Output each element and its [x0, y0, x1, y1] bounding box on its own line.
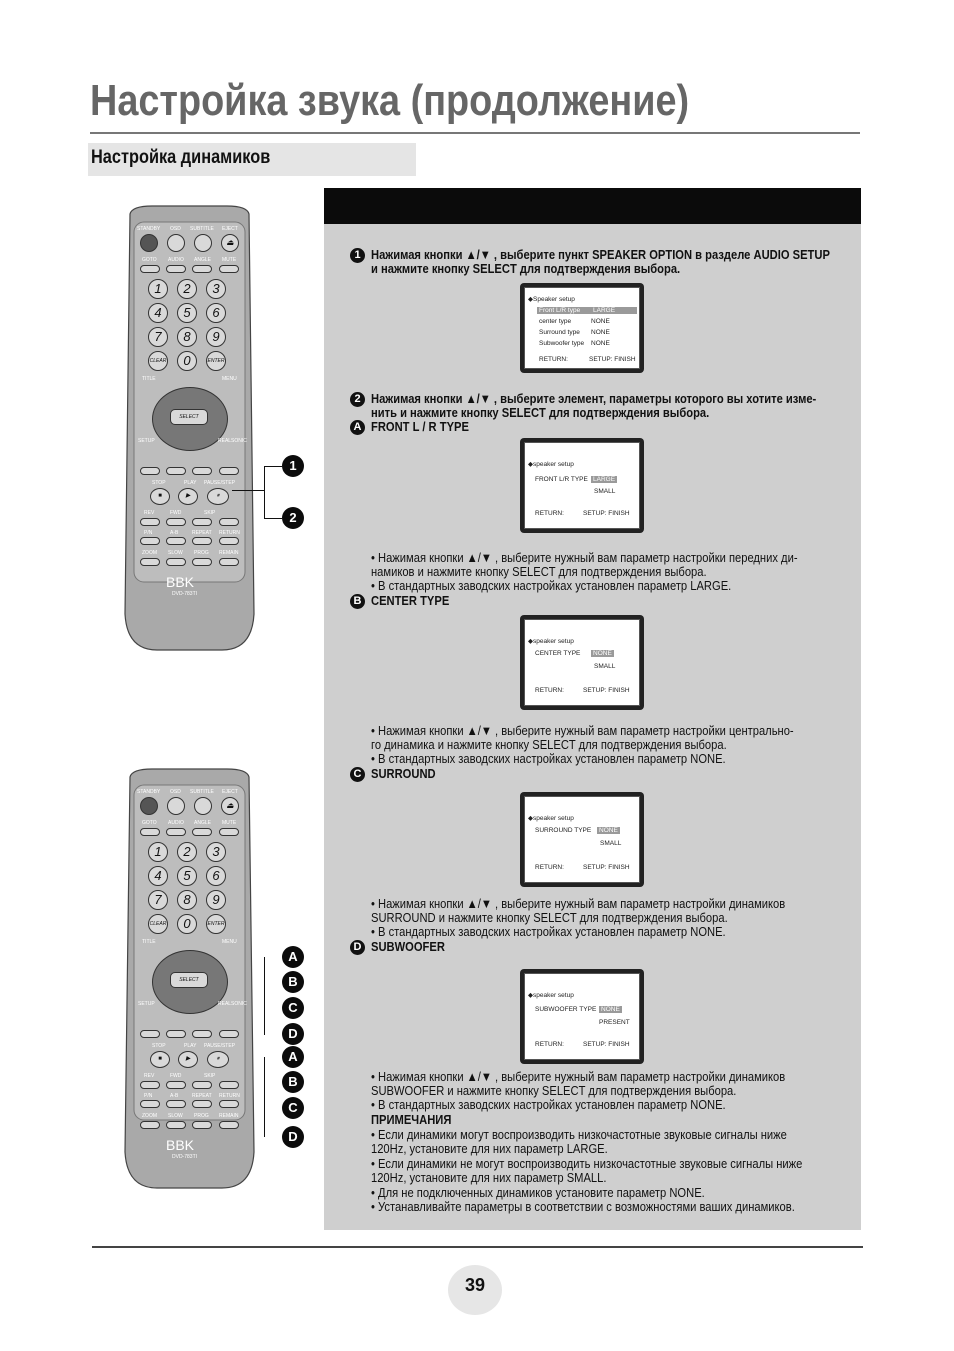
- screen-d-return: RETURN:: [535, 1041, 564, 1048]
- callout-2: 2: [282, 507, 304, 529]
- enter-button[interactable]: ENTER: [206, 914, 226, 934]
- note-2a: • Если динамики не могут воспроизводить низкочастотные звуковые сигналы ниже: [371, 1156, 803, 1171]
- pn-label: P/N: [144, 530, 153, 536]
- screen-c-opt-2: SMALL: [600, 840, 622, 847]
- digit-3-button[interactable]: 3: [206, 842, 226, 862]
- color-button-4[interactable]: [219, 467, 239, 475]
- screen-d-opt-2: PRESENT: [599, 1019, 630, 1026]
- screen-a-finish: SETUP: FINISH: [583, 510, 630, 517]
- pause-label: PAUSE/STEP: [204, 480, 236, 486]
- callout-line-abcd-bot: [264, 1057, 265, 1137]
- digit-5-button[interactable]: 5: [177, 866, 197, 886]
- pn-button[interactable]: [140, 537, 160, 545]
- digit-2-button[interactable]: 2: [177, 842, 197, 862]
- goto-button[interactable]: [140, 265, 160, 273]
- remain-label: REMAIN: [219, 1113, 239, 1119]
- digit-9-button[interactable]: 9: [206, 890, 226, 910]
- skip-back-button[interactable]: [192, 1081, 212, 1089]
- callout-line-1a: [264, 466, 282, 467]
- item-a-text-2: намиков и нажмите кнопку SELECT для подтверждения выбора.: [371, 564, 707, 579]
- color-button-3[interactable]: [192, 1030, 212, 1038]
- fwd-label: FWD: [170, 510, 182, 516]
- slow-label: SLOW: [168, 550, 183, 556]
- ab-label: A-B: [170, 530, 179, 536]
- osd-screen-a: [520, 438, 644, 533]
- eject-label: EJECT: [222, 226, 238, 232]
- rev-label: REV: [144, 510, 155, 516]
- screen-1-row-1: [537, 307, 637, 314]
- remain-button[interactable]: [219, 558, 239, 566]
- color-button-2[interactable]: [166, 467, 186, 475]
- audio-label: AUDIO: [168, 820, 184, 826]
- osd-screen-d: [520, 969, 644, 1064]
- slow-label: SLOW: [168, 1113, 183, 1119]
- ab-button[interactable]: [166, 537, 186, 545]
- skip-fwd-button[interactable]: [219, 518, 239, 526]
- slow-button[interactable]: [166, 1121, 186, 1129]
- audio-button[interactable]: [166, 828, 186, 836]
- rev-label: REV: [144, 1073, 155, 1079]
- digit-4-button[interactable]: 4: [148, 866, 168, 886]
- goto-button[interactable]: [140, 828, 160, 836]
- screen-c-opt-1: NONE: [599, 827, 618, 834]
- screen-b-return: RETURN:: [535, 687, 564, 694]
- rev-button[interactable]: [140, 1081, 160, 1089]
- note-4: • Устанавливайте параметры в соответствии с возможностями ваших динамиков.: [371, 1199, 795, 1214]
- digit-0-button[interactable]: 0: [177, 351, 197, 371]
- step-2-line-2: нить и нажмите кнопку SELECT для подтверждения выбора.: [371, 405, 710, 420]
- color-button-1[interactable]: [140, 1030, 160, 1038]
- play-button[interactable]: ▶: [178, 1051, 198, 1068]
- osd-label: OSD: [170, 789, 181, 795]
- item-c-marker: C: [350, 767, 365, 782]
- screen-c-title: ◆speaker setup: [528, 815, 574, 822]
- skip-label: SKIP: [204, 1073, 216, 1079]
- digit-2-button[interactable]: 2: [177, 279, 197, 299]
- item-a-text-3: • В стандартных заводских настройках установлен параметр LARGE.: [371, 578, 732, 593]
- enter-button[interactable]: ENTER: [206, 351, 226, 371]
- audio-label: AUDIO: [168, 257, 184, 263]
- title-label: TITLE: [142, 939, 156, 945]
- pn-label: P/N: [144, 1093, 153, 1099]
- callout-line-abcd-top: [264, 957, 265, 1035]
- screen-1-r1-key: Front L/R type: [539, 307, 581, 314]
- repeat-label: REPEAT: [192, 1093, 212, 1099]
- section-title: Настройка динамиков: [91, 147, 271, 168]
- subtitle-label: SUBTITLE: [190, 789, 214, 795]
- ab-label: A-B: [170, 1093, 179, 1099]
- remain-button[interactable]: [219, 1121, 239, 1129]
- return-label: RETURN: [219, 530, 240, 536]
- screen-a-return: RETURN:: [535, 510, 564, 517]
- goto-label: GOTO: [142, 257, 157, 263]
- digit-0-button[interactable]: 0: [177, 914, 197, 934]
- rev-button[interactable]: [140, 518, 160, 526]
- item-c-text-3: • В стандартных заводских настройках установлен параметр NONE.: [371, 924, 726, 939]
- stop-label: STOP: [152, 480, 166, 486]
- footer-rule: [92, 1246, 863, 1248]
- item-b-text-2: го динамика и нажмите кнопку SELECT для подтверждения выбора.: [371, 737, 727, 752]
- mute-button[interactable]: [219, 265, 239, 273]
- screen-d-finish: SETUP: FINISH: [583, 1041, 630, 1048]
- note-1b: 120Hz, установите для них параметр LARGE.: [371, 1141, 608, 1156]
- note-1a: • Если динамики могут воспроизводить низкочастотные звуковые сигналы ниже: [371, 1127, 787, 1142]
- select-button[interactable]: SELECT: [170, 972, 208, 988]
- title-label: TITLE: [142, 376, 156, 382]
- skip-fwd-button[interactable]: [219, 1081, 239, 1089]
- menu-label: MENU: [222, 376, 237, 382]
- standby-label: STANDBY: [137, 789, 161, 795]
- digit-7-button[interactable]: 7: [148, 890, 168, 910]
- digit-3-button[interactable]: 3: [206, 279, 226, 299]
- mute-button[interactable]: [219, 828, 239, 836]
- remote-control-bottom: [122, 767, 257, 1192]
- model-label: DVD-783TI: [172, 1154, 198, 1160]
- brand-logo: BBK: [166, 574, 195, 590]
- return-label: RETURN: [219, 1093, 240, 1099]
- osd-screen-b: [520, 615, 644, 710]
- digit-6-button[interactable]: 6: [206, 303, 226, 323]
- callout-bot-b: B: [282, 1071, 304, 1093]
- skip-back-button[interactable]: [192, 518, 212, 526]
- item-c-heading: SURROUND: [371, 766, 436, 781]
- mute-label: MUTE: [222, 820, 237, 826]
- clear-button[interactable]: CLEAR: [148, 914, 168, 934]
- setup-label: SETUP: [138, 438, 155, 444]
- slow-button[interactable]: [166, 558, 186, 566]
- digit-8-button[interactable]: 8: [177, 327, 197, 347]
- title-rule: [90, 132, 860, 134]
- step-1-marker: 1: [350, 248, 365, 263]
- panel-header: [324, 188, 861, 224]
- page-number: 39: [448, 1265, 502, 1315]
- prog-button[interactable]: [192, 1121, 212, 1129]
- osd-button[interactable]: [167, 797, 185, 815]
- realsonic-label: REALSONIC: [218, 438, 247, 444]
- play-label: PLAY: [184, 1043, 197, 1049]
- color-button-3[interactable]: [192, 467, 212, 475]
- step-1-line-2: и нажмите кнопку SELECT для подтверждения выбора.: [371, 261, 681, 276]
- callout-line-1b: [264, 518, 282, 519]
- model-label: DVD-783TI: [172, 591, 198, 597]
- callout-top-d: D: [282, 1023, 304, 1045]
- osd-screen-1: [520, 283, 644, 373]
- callout-bot-d: D: [282, 1126, 304, 1148]
- eject-button[interactable]: ⏏: [221, 234, 239, 252]
- screen-1-r1-val: LARGE: [593, 307, 616, 314]
- stop-button[interactable]: ■: [150, 488, 170, 505]
- subtitle-button[interactable]: [194, 797, 212, 815]
- zoom-label: ZOOM: [142, 550, 157, 556]
- callout-line-1: [232, 490, 264, 491]
- skip-label: SKIP: [204, 510, 216, 516]
- item-d-heading: SUBWOOFER: [371, 939, 445, 954]
- stop-label: STOP: [152, 1043, 166, 1049]
- zoom-button[interactable]: [140, 1121, 160, 1129]
- prog-button[interactable]: [192, 558, 212, 566]
- screen-d-title: ◆speaker setup: [528, 992, 574, 999]
- note-2b: 120Hz, установите для них параметр SMALL.: [371, 1170, 607, 1185]
- step-2-marker: 2: [350, 392, 365, 407]
- standby-label: STANDBY: [137, 226, 161, 232]
- digit-5-button[interactable]: 5: [177, 303, 197, 323]
- repeat-label: REPEAT: [192, 530, 212, 536]
- zoom-label: ZOOM: [142, 1113, 157, 1119]
- angle-label: ANGLE: [194, 257, 211, 263]
- play-label: PLAY: [184, 480, 197, 486]
- item-b-text-3: • В стандартных заводских настройках установлен параметр NONE.: [371, 751, 726, 766]
- screen-d-opt-1: NONE: [601, 1006, 620, 1013]
- callout-bot-a: A: [282, 1046, 304, 1068]
- screen-1-r3-val: NONE: [591, 329, 610, 336]
- screen-1-r3-key: Surround type: [539, 329, 580, 336]
- digit-1-button[interactable]: 1: [148, 279, 168, 299]
- subtitle-button[interactable]: [194, 234, 212, 252]
- stop-button[interactable]: ■: [150, 1051, 170, 1068]
- item-b-text-1: • Нажимая кнопки ▲/▼ , выберите нужный вам параметр настройки центрально-: [371, 723, 794, 738]
- item-a-marker: A: [350, 420, 365, 435]
- note-3: • Для не подключенных динамиков установите параметр NONE.: [371, 1185, 705, 1200]
- angle-button[interactable]: [192, 828, 212, 836]
- zoom-button[interactable]: [140, 558, 160, 566]
- digit-9-button[interactable]: 9: [206, 327, 226, 347]
- angle-label: ANGLE: [194, 820, 211, 826]
- screen-b-key: CENTER TYPE: [535, 650, 581, 657]
- item-c-text-1: • Нажимая кнопки ▲/▼ , выберите нужный вам параметр настройки динамиков: [371, 896, 786, 911]
- pause-label: PAUSE/STEP: [204, 1043, 236, 1049]
- screen-a-key: FRONT L/R TYPE: [535, 476, 588, 483]
- callout-top-b: B: [282, 971, 304, 993]
- screen-1-r4-val: NONE: [591, 340, 610, 347]
- eject-label: EJECT: [222, 789, 238, 795]
- item-a-heading: FRONT L / R TYPE: [371, 419, 469, 434]
- fwd-button[interactable]: [166, 1081, 186, 1089]
- pause-button[interactable]: ⏸: [207, 488, 229, 505]
- prog-label: PROG: [194, 550, 209, 556]
- remain-label: REMAIN: [219, 550, 239, 556]
- callout-top-c: C: [282, 997, 304, 1019]
- return-button[interactable]: [219, 537, 239, 545]
- mute-label: MUTE: [222, 257, 237, 263]
- ab-button[interactable]: [166, 1100, 186, 1108]
- screen-b-opt-1: NONE: [593, 650, 612, 657]
- screen-1-finish: SETUP: FINISH: [589, 356, 636, 363]
- goto-label: GOTO: [142, 820, 157, 826]
- standby-button[interactable]: [140, 797, 158, 815]
- item-a-text-1: • Нажимая кнопки ▲/▼ , выберите нужный вам параметр настройки передних ди-: [371, 550, 798, 565]
- screen-d-key: SUBWOOFER TYPE: [535, 1006, 597, 1013]
- screen-a-opt-2: SMALL: [594, 488, 616, 495]
- screen-b-finish: SETUP: FINISH: [583, 687, 630, 694]
- callout-bot-c: C: [282, 1097, 304, 1119]
- audio-button[interactable]: [166, 265, 186, 273]
- screen-1-r4-key: Subwoofer type: [539, 340, 585, 347]
- item-c-text-2: SURROUND и нажмите кнопку SELECT для подтверждения выбора.: [371, 910, 728, 925]
- clear-button[interactable]: CLEAR: [148, 351, 168, 371]
- screen-b-title: ◆speaker setup: [528, 638, 574, 645]
- pause-button[interactable]: ⏸: [207, 1051, 229, 1068]
- select-button[interactable]: SELECT: [170, 409, 208, 425]
- menu-label: MENU: [222, 939, 237, 945]
- osd-button[interactable]: [167, 234, 185, 252]
- item-d-text-1: • Нажимая кнопки ▲/▼ , выберите нужный вам параметр настройки динамиков: [371, 1069, 786, 1084]
- setup-label: SETUP: [138, 1001, 155, 1007]
- repeat-button[interactable]: [192, 1100, 212, 1108]
- digit-7-button[interactable]: 7: [148, 327, 168, 347]
- screen-c-finish: SETUP: FINISH: [583, 864, 630, 871]
- repeat-button[interactable]: [192, 537, 212, 545]
- item-d-marker: D: [350, 940, 365, 955]
- eject-button[interactable]: ⏏: [221, 797, 239, 815]
- page-title: Настройка звука (продолжение): [90, 76, 690, 125]
- digit-6-button[interactable]: 6: [206, 866, 226, 886]
- step-2-line-1: Нажимая кнопки ▲/▼ , выберите элемент, параметры которого вы хотите изме-: [371, 391, 817, 406]
- callout-top-a: A: [282, 946, 304, 968]
- item-b-heading: CENTER TYPE: [371, 593, 450, 608]
- angle-button[interactable]: [192, 265, 212, 273]
- screen-1-return: RETURN:: [539, 356, 568, 363]
- step-1-line-1: Нажимая кнопки ▲/▼ , выберите пункт SPEAKER OPTION в разделе AUDIO SETUP: [371, 247, 830, 262]
- standby-button[interactable]: [140, 234, 158, 252]
- play-button[interactable]: ▶: [178, 488, 198, 505]
- fwd-label: FWD: [170, 1073, 182, 1079]
- remote-control-top: [122, 204, 257, 654]
- section-bar: [88, 143, 416, 176]
- callout-line-1v: [264, 466, 265, 518]
- brand-logo: BBK: [166, 1137, 195, 1153]
- screen-a-opt-1: LARGE: [593, 476, 616, 483]
- color-button-4[interactable]: [219, 1030, 239, 1038]
- pn-button[interactable]: [140, 1100, 160, 1108]
- callout-1: 1: [282, 455, 304, 477]
- subtitle-label: SUBTITLE: [190, 226, 214, 232]
- screen-c-key: SURROUND TYPE: [535, 827, 592, 834]
- item-d-text-2: SUBWOOFER и нажмите кнопку SELECT для подтверждения выбора.: [371, 1083, 737, 1098]
- color-button-1[interactable]: [140, 467, 160, 475]
- digit-1-button[interactable]: 1: [148, 842, 168, 862]
- screen-1-r2-val: NONE: [591, 318, 610, 325]
- screen-b-opt-2: SMALL: [594, 663, 616, 670]
- color-button-2[interactable]: [166, 1030, 186, 1038]
- osd-screen-c: [520, 792, 644, 887]
- realsonic-label: REALSONIC: [218, 1001, 247, 1007]
- item-d-text-3: • В стандартных заводских настройках установлен параметр NONE.: [371, 1097, 726, 1112]
- fwd-button[interactable]: [166, 518, 186, 526]
- screen-1-title: ◆Speaker setup: [528, 296, 575, 303]
- digit-4-button[interactable]: 4: [148, 303, 168, 323]
- return-button[interactable]: [219, 1100, 239, 1108]
- screen-c-return: RETURN:: [535, 864, 564, 871]
- osd-label: OSD: [170, 226, 181, 232]
- notes-heading: ПРИМЕЧАНИЯ: [371, 1112, 452, 1127]
- screen-1-r2-key: center type: [539, 318, 572, 325]
- screen-a-title: ◆speaker setup: [528, 461, 574, 468]
- prog-label: PROG: [194, 1113, 209, 1119]
- item-b-marker: B: [350, 594, 365, 609]
- digit-8-button[interactable]: 8: [177, 890, 197, 910]
